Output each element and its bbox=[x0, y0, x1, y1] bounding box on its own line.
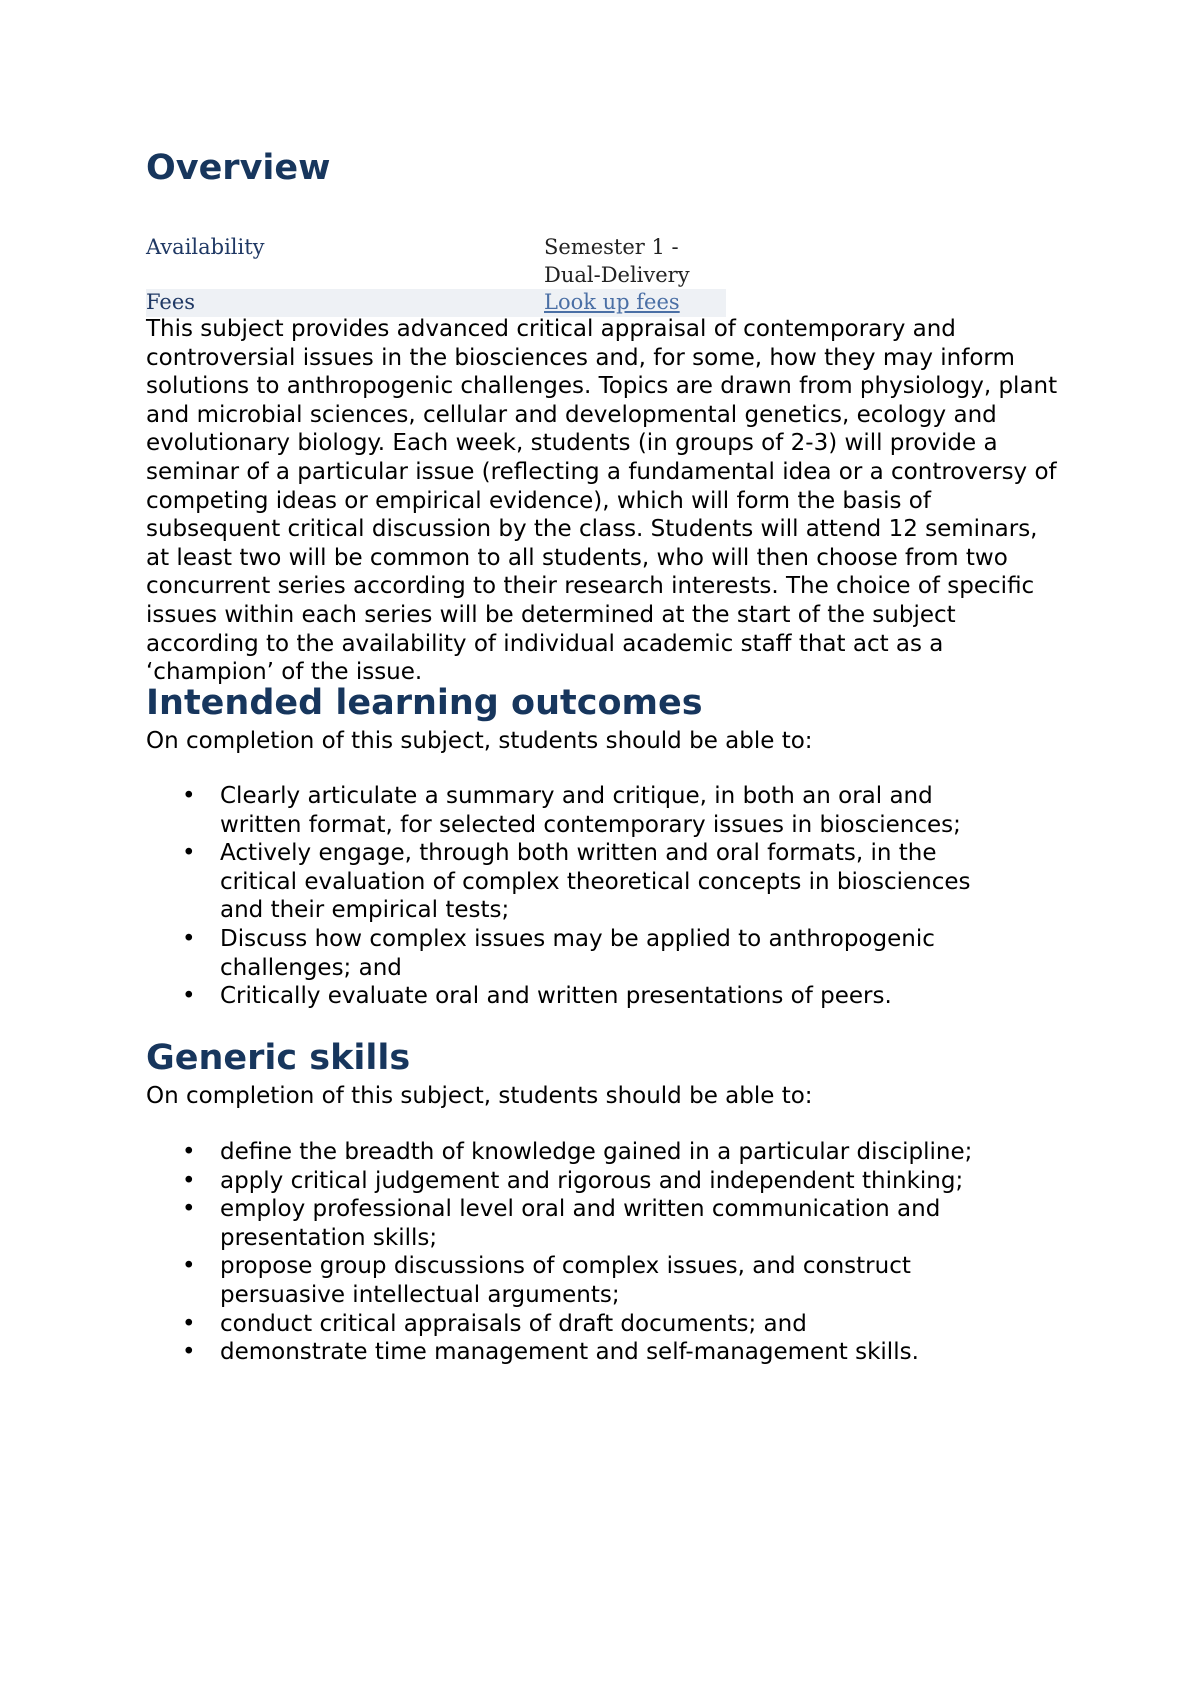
fees-row bbox=[146, 289, 726, 317]
learning-outcomes-intro: On completion of this subject, students should be able to: bbox=[146, 728, 813, 754]
learning-outcomes-list bbox=[146, 782, 1066, 1011]
fees-value bbox=[544, 289, 726, 317]
list-item: • Critically evaluate oral and written presentations of peers. bbox=[146, 982, 980, 1011]
subject-info-table bbox=[146, 234, 726, 317]
availability-label: Availability bbox=[146, 235, 265, 259]
list-item: • apply critical judgement and rigorous and independent thinking; bbox=[146, 1167, 1000, 1196]
generic-skills-intro: On completion of this subject, students should be able to: bbox=[146, 1083, 813, 1109]
availability-value-line1: Semester 1 - bbox=[544, 235, 679, 259]
availability-value bbox=[544, 234, 726, 289]
availability-row bbox=[146, 234, 726, 289]
learning-outcomes-heading: Intended learning outcomes bbox=[146, 683, 703, 723]
generic-skills-list bbox=[146, 1138, 1066, 1367]
list-item: • Discuss how complex issues may be applied to anthropogenic challenges; and bbox=[146, 925, 980, 982]
look-up-fees-link[interactable]: Look up fees bbox=[544, 290, 680, 314]
list-item: • conduct critical appraisals of draft documents; and bbox=[146, 1310, 1000, 1339]
list-item: • define the breadth of knowledge gained in a particular discipline; bbox=[146, 1138, 1000, 1167]
overview-heading: Overview bbox=[146, 148, 331, 188]
list-item: • demonstrate time management and self-management skills. bbox=[146, 1338, 1000, 1367]
list-item: • Clearly articulate a summary and critique, in both an oral and written format, for selected contemporary issues in biosciences; bbox=[146, 782, 980, 839]
list-item: • employ professional level oral and written communication and presentation skills; bbox=[146, 1195, 980, 1252]
subject-description: This subject provides advanced critical appraisal of contemporary and controversial issues in the biosciences and, for some, how they may inform solutions to anthropogenic challenges. Topics are drawn from physiology, plant and microbial sciences, cellular and developmental genetics, ecology and evolutionary biology. Each week, students (in groups of 2-3) will provide a seminar of a particular issue (reflecting a fundamental idea or a controversy of competing ideas or empirical evidence), which will form the basis of subsequent critical discussion by the class. Students will attend 12 seminars, at least two will be common to all students, who will then choose from two concurrent series according to their research interests. The choice of specific issues within each series will be determined at the start of the subject according to the availability of individual academic staff that act as a ‘champion’ of the issue. bbox=[146, 316, 1058, 686]
fees-label: Fees bbox=[146, 289, 544, 317]
generic-skills-heading: Generic skills bbox=[146, 1038, 411, 1078]
availability-value-line2: Dual-Delivery bbox=[544, 262, 690, 287]
list-item: • Actively engage, through both written and oral formats, in the critical evaluation of complex theoretical concepts in biosciences and their empirical tests; bbox=[146, 839, 980, 925]
list-item: • propose group discussions of complex issues, and construct persuasive intellectual arguments; bbox=[146, 1252, 980, 1309]
